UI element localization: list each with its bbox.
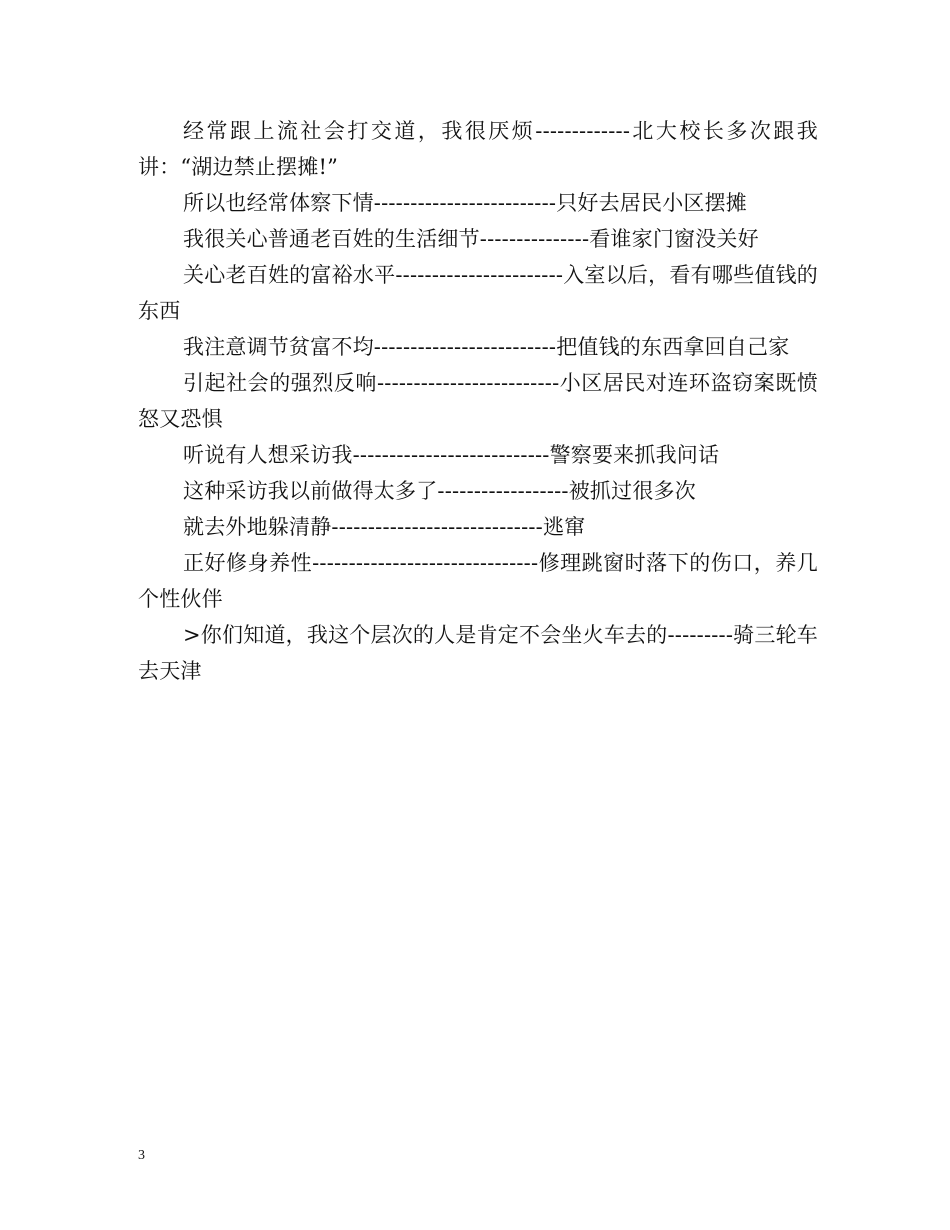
paragraph-2: 所以也经常体察下情-------------------------只好去居民小区摆摊 bbox=[183, 191, 747, 215]
paragraph-10: 正好修身养性-------------------------------修理跳窗时落下的伤口，养几个性伙伴 bbox=[138, 551, 818, 611]
paragraph-7: 听说有人想采访我---------------------------警察要来抓我问话 bbox=[183, 443, 720, 467]
paragraph-6: 引起社会的强烈反响-------------------------小区居民对连环盗窃案既愤怒又恐惧 bbox=[138, 371, 818, 431]
paragraph-9: 就去外地躲清静-----------------------------逃窜 bbox=[183, 515, 586, 539]
paragraph-4: 关心老百姓的富裕水平-----------------------入室以后，看有哪些值钱的东西 bbox=[138, 263, 818, 323]
paragraph-8: 这种采访我以前做得太多了------------------被抓过很多次 bbox=[183, 479, 696, 503]
paragraph-5: 我注意调节贫富不均-------------------------把值钱的东西拿回自己家 bbox=[183, 335, 790, 359]
page-number: 3 bbox=[138, 1148, 145, 1163]
document-body bbox=[138, 113, 818, 689]
paragraph-3: 我很关心普通老百姓的生活细节---------------看谁家门窗没关好 bbox=[183, 227, 759, 251]
paragraph-1: 经常跟上流社会打交道，我很厌烦-------------北大校长多次跟我讲：“湖边禁止摆摊!” bbox=[138, 119, 818, 179]
paragraph-11: >你们知道，我这个层次的人是肯定不会坐火车去的---------骑三轮车去天津 bbox=[138, 623, 818, 683]
